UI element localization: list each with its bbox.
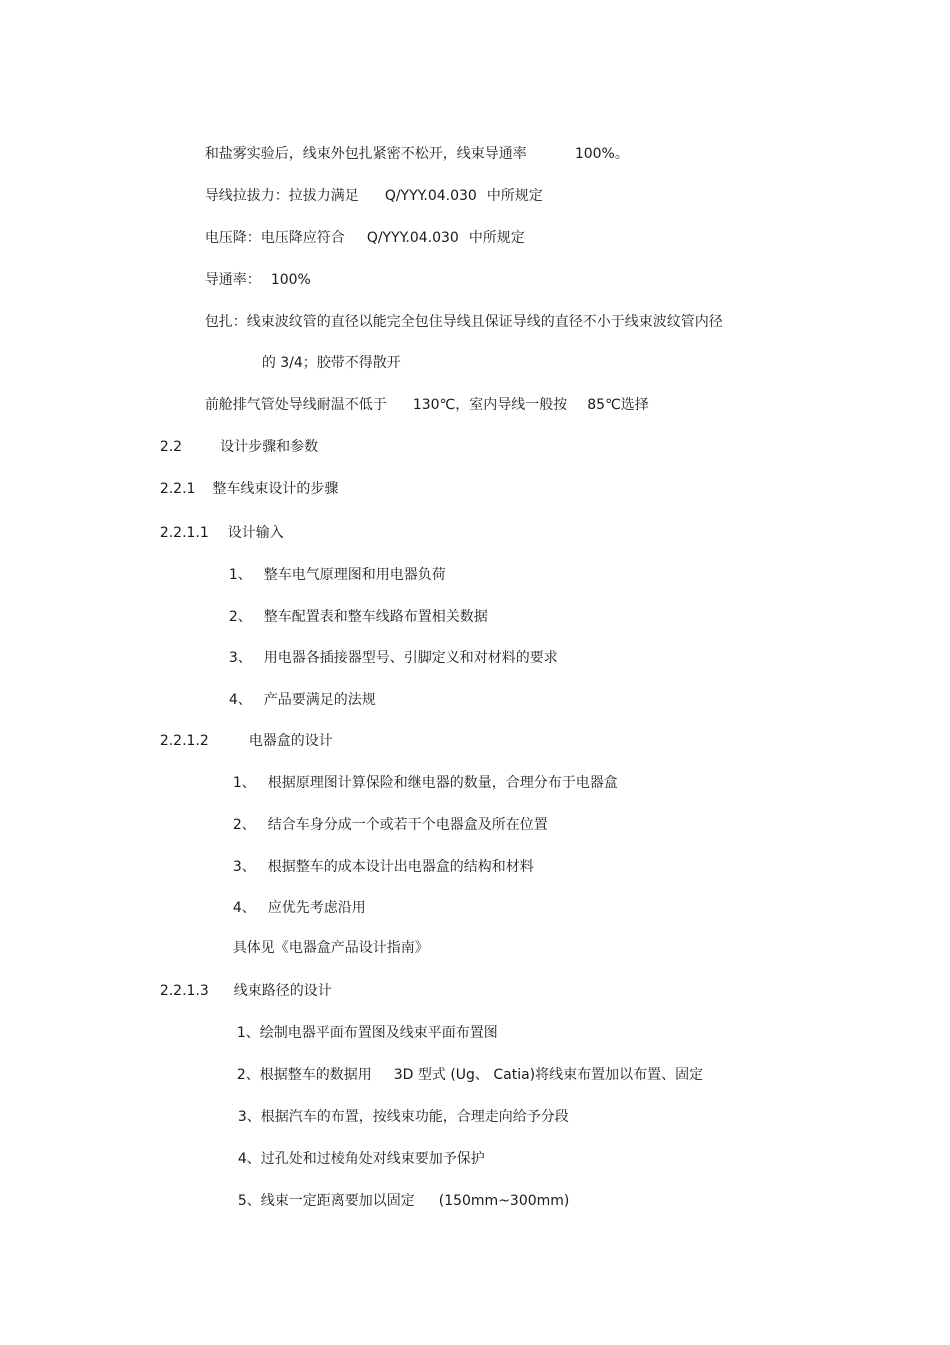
section-title: 线束路径的设计 [233,983,332,999]
text-line: 前舱排气管处导线耐温不低于 130℃，室内导线一般按 85℃选择 [204,397,649,413]
section-number: 2.2.1 [159,481,196,497]
reference-note: 具体见《电器盒产品设计指南》 [232,940,429,956]
text-line: 导通率： 100% [204,272,311,288]
text-line: 导线拉拔力：拉拔力满足 Q/YYY.04.030 中所规定 [204,188,543,204]
text-line: 包扎：线束波纹管的直径以能完全包住导线且保证导线的直径不小于线束波纹管内径 [204,314,723,330]
list-item: 5、线束一定距离要加以固定 (150mm~300mm) [237,1193,570,1209]
text-line: 的 3/4；胶带不得散开 [261,355,401,371]
list-item: 1、 整车电气原理图和用电器负荷 [228,567,446,583]
list-item: 4、过孔处和过棱角处对线束要加予保护 [237,1151,485,1167]
list-item: 4、 产品要满足的法规 [228,692,376,708]
list-item: 2、 结合车身分成一个或若干个电器盒及所在位置 [232,817,548,833]
section-number: 2.2.1.1 [159,525,209,541]
list-item: 2、 整车配置表和整车线路布置相关数据 [228,609,488,625]
section-title: 电器盒的设计 [248,733,333,749]
list-item: 1、 根据原理图计算保险和继电器的数量，合理分布于电器盒 [232,775,618,791]
section-number: 2.2 [159,439,183,455]
section-title: 整车线束设计的步骤 [212,481,339,497]
section-number: 2.2.1.3 [159,983,209,999]
list-item: 3、 用电器各插接器型号、引脚定义和对材料的要求 [228,650,558,666]
list-item: 3、 根据整车的成本设计出电器盒的结构和材料 [232,859,534,875]
section-title: 设计步骤和参数 [220,439,319,455]
text-line: 电压降：电压降应符合 Q/YYY.04.030 中所规定 [204,230,525,246]
list-item: 1、绘制电器平面布置图及线束平面布置图 [236,1025,498,1041]
list-item: 2、根据整车的数据用 3D 型式 (Ug、 Catia)将线束布置加以布置、固定 [236,1067,704,1083]
section-title: 设计输入 [227,525,284,541]
text-line: 和盐雾实验后，线束外包扎紧密不松开，线束导通率 100%。 [204,146,629,162]
list-item: 4、 应优先考虑沿用 [232,900,366,916]
section-number: 2.2.1.2 [159,733,209,749]
list-item: 3、根据汽车的布置，按线束功能，合理走向给予分段 [237,1109,569,1125]
